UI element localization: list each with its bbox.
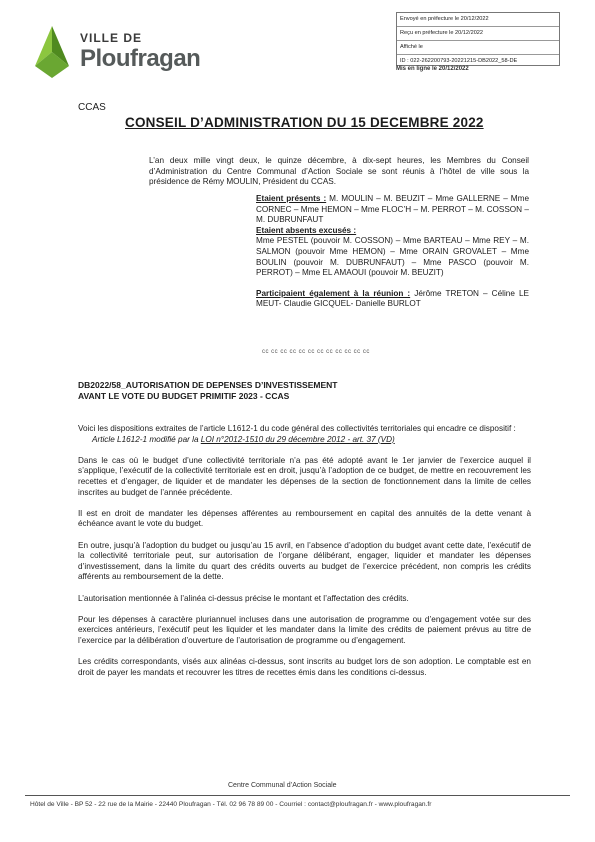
- paragraph-7: Les crédits correspondants, visés aux alinéas ci-dessus, sont inscrits au budget lors de son adoption. Le comptable est en droit de payer les mandats et recouvrer les titres de recettes émis dans les conditions ci-dessus.: [78, 657, 531, 677]
- stamp-sent-line: Envoyé en préfecture le 20/12/2022: [397, 13, 559, 27]
- present-names: M. MOULIN – M. BEUZIT – Mme GALLERNE – Mme CORNEC – Mme HEMON – Mme FLOC’H – M. PERROT – M. COSSON – M. DUBRUNFAUT: [256, 194, 529, 225]
- stamp-online-date: Mis en ligne le 20/12/2022: [396, 66, 469, 72]
- deliberation-body: [78, 424, 531, 689]
- paragraph-3: Il est en droit de mandater les dépenses afférentes au remboursement en capital des annuités de la dette venant à échéance avant le vote du budget.: [78, 508, 531, 529]
- article-reference: [78, 435, 531, 446]
- stamp-posted-line: Affiché le: [397, 41, 559, 55]
- footer-divider: [25, 795, 570, 796]
- paragraph-6: Pour les dépenses à caractère pluriannuel incluses dans une autorisation de programme ou d’engagement votée sur des exercices antérieurs, l’exécutif peut les liquider et les mandater dans la limite des crédits de paiement prévus au titre de l’exercice par la délibération d’ouverture de l’autorisation de programme ou d’engagement.: [78, 614, 531, 645]
- prefecture-stamp: [396, 12, 560, 66]
- org-label: CCAS: [78, 102, 106, 113]
- also-label: Participaient également à la réunion :: [256, 288, 411, 298]
- attendance-block: [256, 194, 529, 310]
- intro-paragraph: L’an deux mille vingt deux, le quinze décembre, à dix-sept heures, les Membres du Conseil d’Administration du Centre Communal d’Action Sociale se sont réunis à l’hôtel de ville sous la présidence de Rémy MOULIN, Président du CCAS.: [149, 156, 529, 187]
- absent-label: Etaient absents excusés :: [256, 225, 357, 235]
- deliberation-title-line-1: DB2022/58_AUTORISATION DE DEPENSES D’INVESTISSEMENT: [78, 380, 338, 390]
- footer-address: Hôtel de Ville - BP 52 - 22 rue de la Mairie - 22440 Ploufragan - Tél. 02 96 78 89 00 - Courriel : contact@ploufragan.fr - www.ploufragan.fr: [30, 801, 432, 808]
- paragraph-1: Voici les dispositions extraites de l’article L1612-1 du code général des collectivités territoriales qui encadre ce dispositif :: [78, 424, 516, 433]
- stamp-id-line: ID : 022-262200793-20221215-DB2022_58-DE: [400, 58, 518, 64]
- present-label: Etaient présents :: [256, 194, 327, 203]
- article-law-link[interactable]: LOI n°2012-1510 du 29 décembre 2012 - art. 37 (VD): [200, 434, 395, 444]
- absent-names: Mme PESTEL (pouvoir M. COSSON) – Mme BARTEAU – Mme REY – M. SALMON (pouvoir Mme HEMON) – Mme ORAIN GROVALET – Mme BOULIN (pouvoir M. DUBRUNFAUT) – Mme PASCO (pouvoir M. PERROT) – Mme EL AMAOUI (pouvoir M. BEUZIT): [256, 236, 529, 278]
- deliberation-title-line-2: AVANT LE VOTE DU BUDGET PRIMITIF 2023 - CCAS: [78, 391, 290, 401]
- footer-org: Centre Communal d’Action Sociale: [228, 782, 337, 789]
- deliberation-title: [78, 380, 337, 402]
- stamp-received-line: Reçu en préfecture le 20/12/2022: [397, 27, 559, 41]
- also-paragraph: [256, 289, 529, 310]
- page-title: CONSEIL D’ADMINISTRATION DU 15 DECEMBRE 2022: [125, 115, 484, 130]
- present-paragraph: [256, 194, 529, 226]
- separator-line: cc cc cc cc cc cc cc cc cc cc cc cc: [262, 349, 370, 355]
- logo-ville-text: VILLE DE: [80, 31, 143, 45]
- ploufragan-logo-icon: [35, 26, 69, 78]
- article-ref-text: Article L1612-1 modifié par la: [92, 434, 201, 444]
- logo-name-text: Ploufragan: [80, 45, 201, 72]
- also-names: Jérôme TRETON – Céline LE MEUT- Claudie GICQUEL- Danielle BURLOT: [256, 288, 529, 309]
- paragraph-2: Dans le cas où le budget d’une collectivité territoriale n’a pas été adopté avant le 1er janvier de l’exercice auquel il s’applique, l’exécutif de la collectivité territoriale est en droit, jusqu’à l’adoption de ce budget, de mettre en recouvrement les recettes et d’engager, de liquider et de mandater les dépenses de la section de fonctionnement dans la limite de celles inscrites au budget de l’année précédente.: [78, 455, 531, 497]
- paragraph-5: L’autorisation mentionnée à l’alinéa ci-dessus précise le montant et l’affectation des crédits.: [78, 593, 409, 603]
- paragraph-4: En outre, jusqu’à l’adoption du budget ou jusqu’au 15 avril, en l’absence d’adoption du budget avant cette date, l’exécutif de la collectivité territoriale peut, sur autorisation de l’organe délibérant, engager, liquider et mandater les dépenses d’investissement, dans la limite du quart des crédits ouverts au budget de l’exercice précédent, non compris les crédits afférents au remboursement de la dette.: [78, 540, 531, 582]
